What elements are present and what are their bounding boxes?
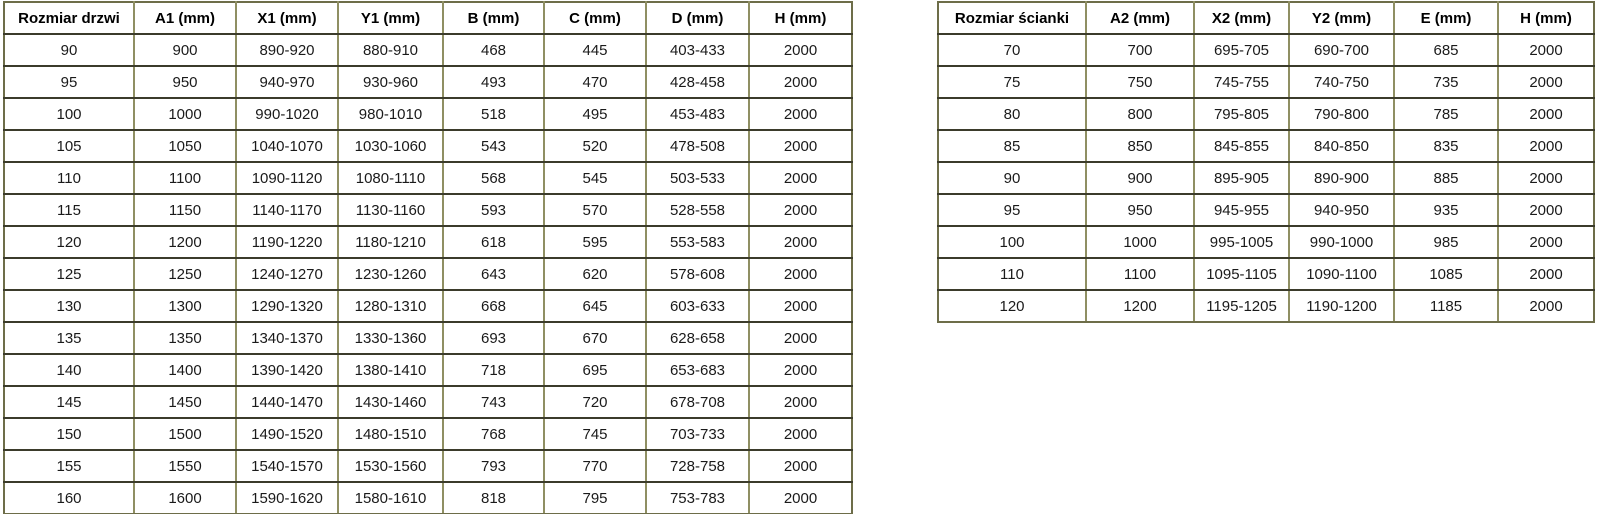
- table-cell: 2000: [749, 322, 852, 354]
- table-cell: 595: [544, 226, 646, 258]
- table-cell: 1340-1370: [236, 322, 338, 354]
- table-row: [4, 34, 852, 66]
- table-cell: 105: [4, 130, 134, 162]
- table-cell: 1300: [134, 290, 236, 322]
- table-cell: 453-483: [646, 98, 749, 130]
- table-cell: 1540-1570: [236, 450, 338, 482]
- table-row: [938, 194, 1594, 226]
- table-cell: 1440-1470: [236, 386, 338, 418]
- column-header: Rozmiar drzwi: [4, 2, 134, 34]
- table-cell: 155: [4, 450, 134, 482]
- table-cell: 2000: [749, 258, 852, 290]
- table-cell: 795-805: [1194, 98, 1289, 130]
- table-cell: 728-758: [646, 450, 749, 482]
- table-row: [4, 66, 852, 98]
- table-cell: 2000: [1498, 130, 1594, 162]
- table-cell: 1390-1420: [236, 354, 338, 386]
- table-row: [4, 322, 852, 354]
- wall-panel-dimensions-table: [937, 1, 1595, 323]
- table-cell: 695: [544, 354, 646, 386]
- table-cell: 603-633: [646, 290, 749, 322]
- table-cell: 695-705: [1194, 34, 1289, 66]
- table-cell: 1150: [134, 194, 236, 226]
- table-cell: 2000: [749, 162, 852, 194]
- table-cell: 2000: [749, 450, 852, 482]
- table-row: [4, 482, 852, 514]
- table-cell: 1080-1110: [338, 162, 443, 194]
- table-cell: 125: [4, 258, 134, 290]
- table-cell: 95: [938, 194, 1086, 226]
- table-cell: 518: [443, 98, 544, 130]
- table-cell: 1140-1170: [236, 194, 338, 226]
- table-cell: 990-1000: [1289, 226, 1394, 258]
- table-cell: 1580-1610: [338, 482, 443, 514]
- table-row: [938, 162, 1594, 194]
- table-cell: 110: [4, 162, 134, 194]
- table-cell: 578-608: [646, 258, 749, 290]
- table-cell: 790-800: [1289, 98, 1394, 130]
- table-cell: 120: [4, 226, 134, 258]
- table-row: [4, 290, 852, 322]
- table-cell: 885: [1394, 162, 1498, 194]
- table-cell: 2000: [749, 482, 852, 514]
- table-cell: 770: [544, 450, 646, 482]
- table-cell: 890-920: [236, 34, 338, 66]
- table-cell: 1250: [134, 258, 236, 290]
- table-cell: 1200: [134, 226, 236, 258]
- table-cell: 115: [4, 194, 134, 226]
- table-row: [938, 290, 1594, 322]
- table-cell: 2000: [749, 194, 852, 226]
- table-cell: 2000: [749, 386, 852, 418]
- table-row: [938, 226, 1594, 258]
- table-cell: 470: [544, 66, 646, 98]
- table-cell: 678-708: [646, 386, 749, 418]
- table-cell: 445: [544, 34, 646, 66]
- table-cell: 403-433: [646, 34, 749, 66]
- table-cell: 85: [938, 130, 1086, 162]
- table-row: [4, 354, 852, 386]
- table-cell: 700: [1086, 34, 1194, 66]
- table-cell: 2000: [749, 226, 852, 258]
- table-cell: 750: [1086, 66, 1194, 98]
- table-cell: 160: [4, 482, 134, 514]
- table-cell: 720: [544, 386, 646, 418]
- table-cell: 818: [443, 482, 544, 514]
- table-cell: 743: [443, 386, 544, 418]
- table-cell: 553-583: [646, 226, 749, 258]
- table-cell: 2000: [749, 34, 852, 66]
- table-cell: 2000: [749, 418, 852, 450]
- table-row: [4, 194, 852, 226]
- table-cell: 70: [938, 34, 1086, 66]
- table-cell: 503-533: [646, 162, 749, 194]
- table-cell: 140: [4, 354, 134, 386]
- table-cell: 75: [938, 66, 1086, 98]
- table-cell: 570: [544, 194, 646, 226]
- table-cell: 1530-1560: [338, 450, 443, 482]
- table-row: [938, 130, 1594, 162]
- table-cell: 1000: [134, 98, 236, 130]
- table-cell: 120: [938, 290, 1086, 322]
- table-cell: 1400: [134, 354, 236, 386]
- table-cell: 980-1010: [338, 98, 443, 130]
- table-cell: 468: [443, 34, 544, 66]
- column-header: Y2 (mm): [1289, 2, 1394, 34]
- table-cell: 1240-1270: [236, 258, 338, 290]
- table-cell: 1195-1205: [1194, 290, 1289, 322]
- table-cell: 670: [544, 322, 646, 354]
- table-cell: 2000: [1498, 162, 1594, 194]
- table-cell: 745-755: [1194, 66, 1289, 98]
- table-cell: 1280-1310: [338, 290, 443, 322]
- table-row: [938, 34, 1594, 66]
- table-cell: 2000: [749, 290, 852, 322]
- table-cell: 2000: [1498, 98, 1594, 130]
- table-cell: 1500: [134, 418, 236, 450]
- table-cell: 1380-1410: [338, 354, 443, 386]
- table-cell: 768: [443, 418, 544, 450]
- table-cell: 935: [1394, 194, 1498, 226]
- table-row: [938, 98, 1594, 130]
- table-cell: 1550: [134, 450, 236, 482]
- table-cell: 985: [1394, 226, 1498, 258]
- table-cell: 568: [443, 162, 544, 194]
- column-header: Y1 (mm): [338, 2, 443, 34]
- table-cell: 850: [1086, 130, 1194, 162]
- table-cell: 593: [443, 194, 544, 226]
- table-cell: 1085: [1394, 258, 1498, 290]
- table-cell: 1090-1100: [1289, 258, 1394, 290]
- table-cell: 800: [1086, 98, 1194, 130]
- table-cell: 668: [443, 290, 544, 322]
- table-cell: 793: [443, 450, 544, 482]
- column-header: C (mm): [544, 2, 646, 34]
- table-cell: 2000: [749, 130, 852, 162]
- table-cell: 685: [1394, 34, 1498, 66]
- table-cell: 1095-1105: [1194, 258, 1289, 290]
- table-cell: 1100: [134, 162, 236, 194]
- table-row: [4, 258, 852, 290]
- table-cell: 80: [938, 98, 1086, 130]
- table-cell: 145: [4, 386, 134, 418]
- table-row: [938, 66, 1594, 98]
- table-cell: 528-558: [646, 194, 749, 226]
- table-cell: 545: [544, 162, 646, 194]
- table-cell: 1350: [134, 322, 236, 354]
- table-row: [4, 162, 852, 194]
- column-header: X2 (mm): [1194, 2, 1289, 34]
- table-cell: 950: [1086, 194, 1194, 226]
- table-cell: 1185: [1394, 290, 1498, 322]
- table-cell: 1590-1620: [236, 482, 338, 514]
- table-cell: 520: [544, 130, 646, 162]
- table-cell: 795: [544, 482, 646, 514]
- table-cell: 495: [544, 98, 646, 130]
- table-cell: 2000: [1498, 194, 1594, 226]
- table-cell: 1180-1210: [338, 226, 443, 258]
- table-cell: 1030-1060: [338, 130, 443, 162]
- table-row: [4, 450, 852, 482]
- table-row: [4, 386, 852, 418]
- table-cell: 1200: [1086, 290, 1194, 322]
- table-cell: 493: [443, 66, 544, 98]
- table-cell: 950: [134, 66, 236, 98]
- table-cell: 845-855: [1194, 130, 1289, 162]
- table-header-row: [4, 2, 852, 34]
- table-cell: 740-750: [1289, 66, 1394, 98]
- column-header: Rozmiar ścianki: [938, 2, 1086, 34]
- table-cell: 785: [1394, 98, 1498, 130]
- table-cell: 1490-1520: [236, 418, 338, 450]
- table-cell: 1050: [134, 130, 236, 162]
- table-cell: 1430-1460: [338, 386, 443, 418]
- column-header: B (mm): [443, 2, 544, 34]
- table-cell: 940-970: [236, 66, 338, 98]
- table-row: [4, 130, 852, 162]
- table-cell: 110: [938, 258, 1086, 290]
- table-row: [4, 98, 852, 130]
- column-header: H (mm): [1498, 2, 1594, 34]
- table-cell: 2000: [749, 354, 852, 386]
- table-cell: 543: [443, 130, 544, 162]
- table-cell: 2000: [1498, 66, 1594, 98]
- table-header-row: [938, 2, 1594, 34]
- column-header: H (mm): [749, 2, 852, 34]
- table-cell: 130: [4, 290, 134, 322]
- table-cell: 100: [4, 98, 134, 130]
- table-row: [938, 258, 1594, 290]
- table-cell: 618: [443, 226, 544, 258]
- table-cell: 2000: [1498, 290, 1594, 322]
- table-cell: 100: [938, 226, 1086, 258]
- table-cell: 940-950: [1289, 194, 1394, 226]
- table-cell: 1090-1120: [236, 162, 338, 194]
- table-cell: 428-458: [646, 66, 749, 98]
- table-cell: 1190-1200: [1289, 290, 1394, 322]
- table-cell: 753-783: [646, 482, 749, 514]
- table-cell: 990-1020: [236, 98, 338, 130]
- column-header: D (mm): [646, 2, 749, 34]
- table-cell: 945-955: [1194, 194, 1289, 226]
- table-cell: 90: [938, 162, 1086, 194]
- table-cell: 890-900: [1289, 162, 1394, 194]
- table-cell: 835: [1394, 130, 1498, 162]
- table-cell: 1230-1260: [338, 258, 443, 290]
- table-cell: 900: [134, 34, 236, 66]
- column-header: A1 (mm): [134, 2, 236, 34]
- table-cell: 840-850: [1289, 130, 1394, 162]
- table-cell: 2000: [1498, 34, 1594, 66]
- table-cell: 1480-1510: [338, 418, 443, 450]
- table-cell: 1330-1360: [338, 322, 443, 354]
- table-cell: 880-910: [338, 34, 443, 66]
- table-cell: 150: [4, 418, 134, 450]
- door-dimensions-table: [3, 1, 853, 514]
- table-row: [4, 418, 852, 450]
- table-cell: 2000: [749, 98, 852, 130]
- table-cell: 95: [4, 66, 134, 98]
- table-cell: 1290-1320: [236, 290, 338, 322]
- table-row: [4, 226, 852, 258]
- table-cell: 745: [544, 418, 646, 450]
- table-cell: 690-700: [1289, 34, 1394, 66]
- table-cell: 735: [1394, 66, 1498, 98]
- column-header: E (mm): [1394, 2, 1498, 34]
- table-cell: 90: [4, 34, 134, 66]
- table-cell: 135: [4, 322, 134, 354]
- table-cell: 930-960: [338, 66, 443, 98]
- column-header: A2 (mm): [1086, 2, 1194, 34]
- table-cell: 995-1005: [1194, 226, 1289, 258]
- table-cell: 1100: [1086, 258, 1194, 290]
- table-cell: 653-683: [646, 354, 749, 386]
- table-cell: 1190-1220: [236, 226, 338, 258]
- table-cell: 478-508: [646, 130, 749, 162]
- table-cell: 1450: [134, 386, 236, 418]
- column-header: X1 (mm): [236, 2, 338, 34]
- table-cell: 645: [544, 290, 646, 322]
- table-cell: 2000: [1498, 258, 1594, 290]
- table-cell: 900: [1086, 162, 1194, 194]
- table-cell: 628-658: [646, 322, 749, 354]
- table-cell: 643: [443, 258, 544, 290]
- table-cell: 1600: [134, 482, 236, 514]
- table-cell: 693: [443, 322, 544, 354]
- table-cell: 620: [544, 258, 646, 290]
- table-cell: 703-733: [646, 418, 749, 450]
- table-cell: 718: [443, 354, 544, 386]
- table-cell: 2000: [749, 66, 852, 98]
- table-cell: 895-905: [1194, 162, 1289, 194]
- table-cell: 2000: [1498, 226, 1594, 258]
- table-cell: 1040-1070: [236, 130, 338, 162]
- table-cell: 1130-1160: [338, 194, 443, 226]
- table-cell: 1000: [1086, 226, 1194, 258]
